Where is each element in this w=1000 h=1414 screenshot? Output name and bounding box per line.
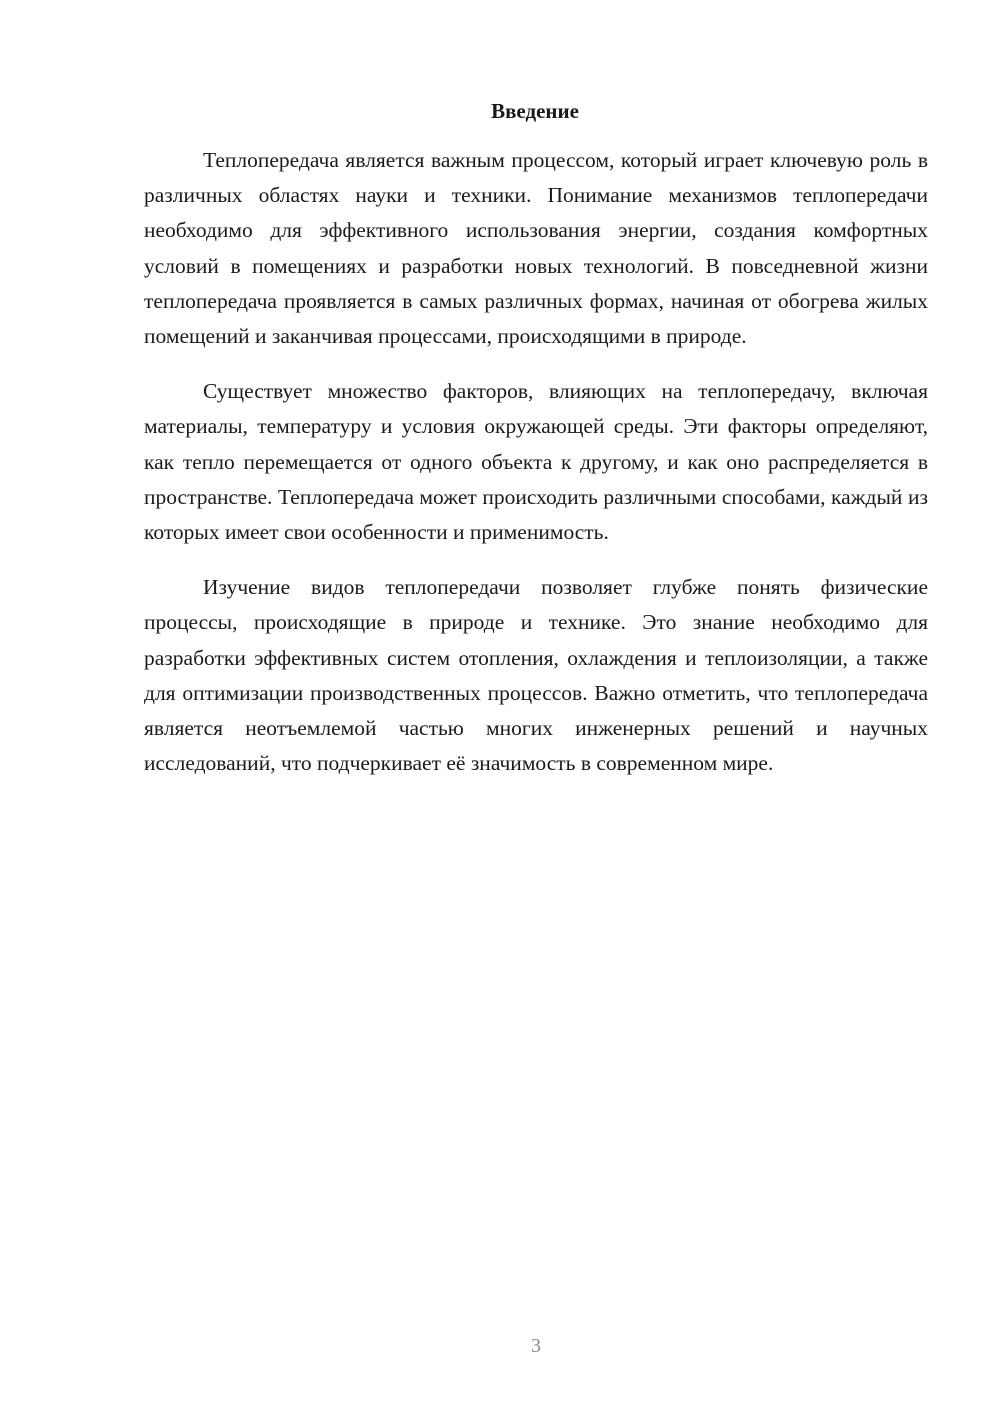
paragraph-1: Теплопередача является важным процессом, который играет ключевую роль в различных областях науки и техники. Понимание механизмов теплопередачи необходимо для эффективного использования энергии, создания комфортных условий в помещениях и разработки новых технологий. В повседневной жизни теплопередача проявляется в самых различных формах, начиная от обогрева жилых помещений и заканчивая процессами, происходящими в природе. xyxy=(144,148,928,349)
paragraph-3: Изучение видов теплопередачи позволяет глубже понять физические процессы, происходящие в природе и технике. Это знание необходимо для разработки эффективных систем отопления, охлаждения и теплоизоляции, а также для оптимизации производственных процессов. Важно отметить, что теплопередача является неотъемлемой частью многих инженерных решений и научных исследований, что подчеркивает её значимость в современном мире. xyxy=(144,575,928,776)
page-number: 3 xyxy=(531,1335,541,1357)
section-title: Введение xyxy=(491,99,579,123)
body-text xyxy=(144,143,928,801)
paragraph-2: Существует множество факторов, влияющих на теплопередачу, включая материалы, температуру и условия окружающей среды. Эти факторы определяют, как тепло перемещается от одного объекта к другому, и как оно распределяется в пространстве. Теплопередача может происходить различными способами, каждый из которых имеет свои особенности и применимость. xyxy=(144,379,928,545)
